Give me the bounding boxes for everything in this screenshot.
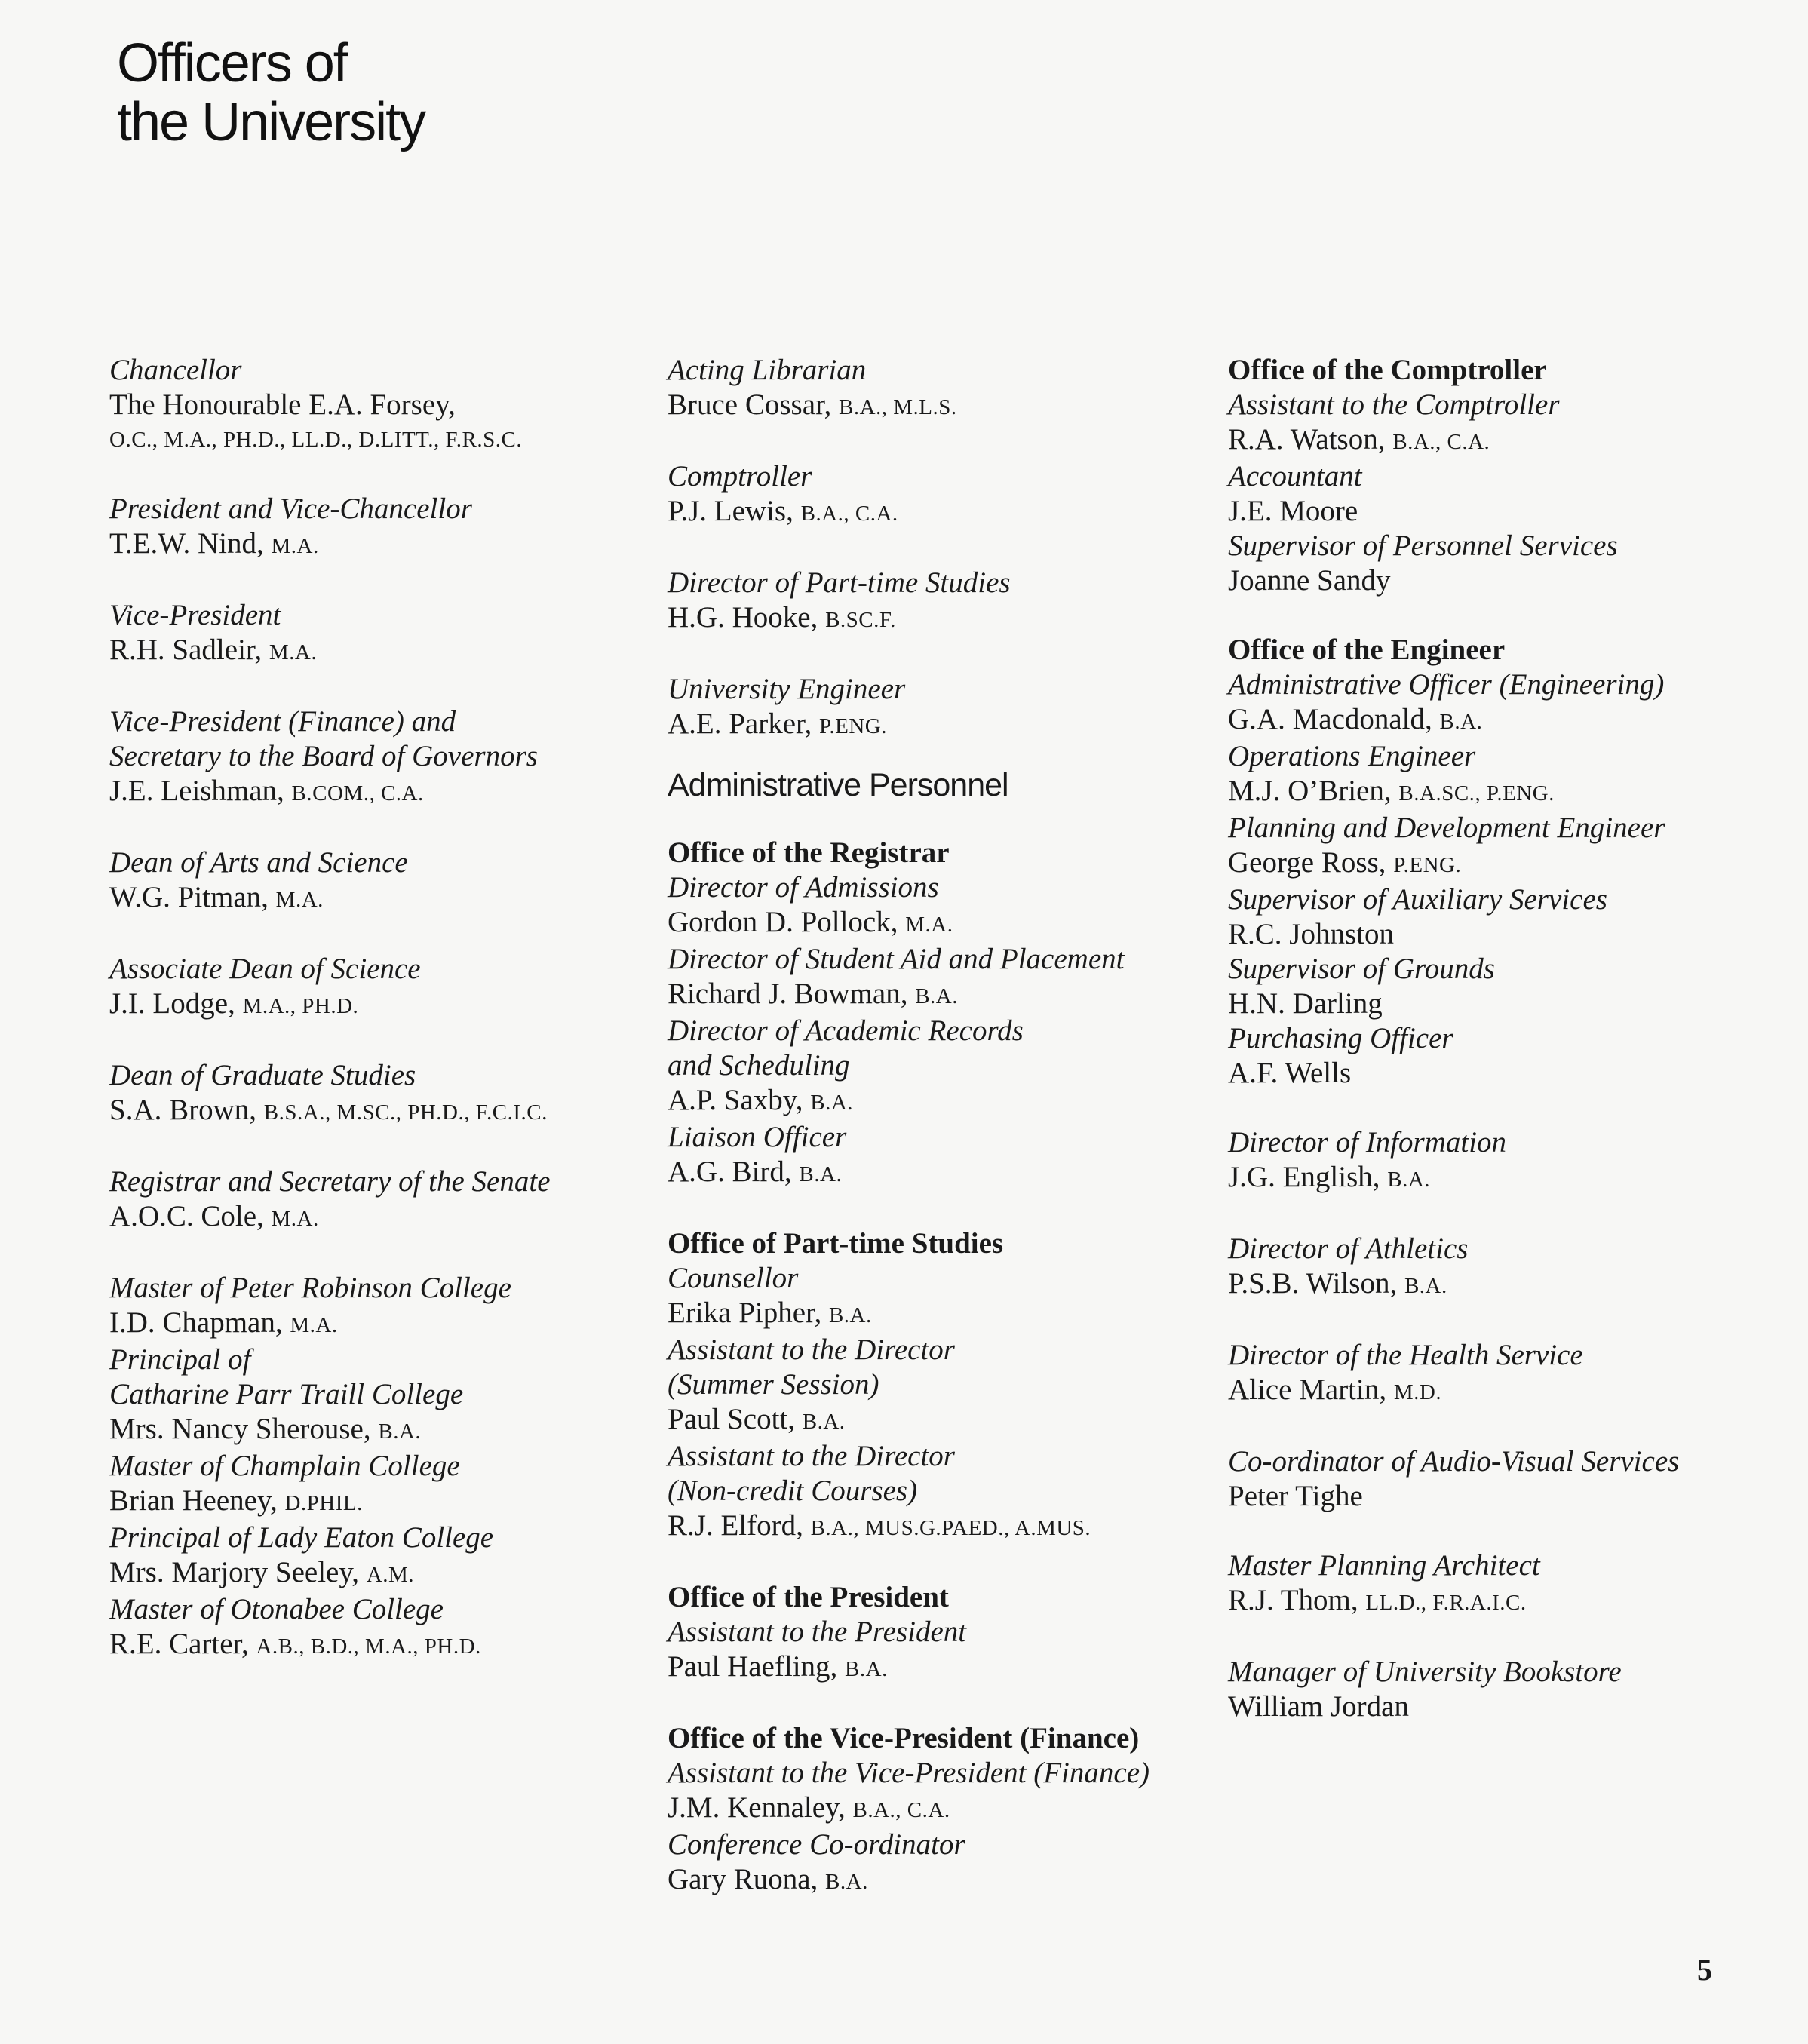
officer-name: P.S.B. Wilson,: [1228, 1267, 1398, 1300]
staff-credentials: B.A., MUS.G.PAED., A.MUS.: [810, 1516, 1091, 1540]
staff-credentials: B.A., C.A.: [852, 1798, 950, 1822]
officer-credentials: M.A., PH.D.: [242, 994, 359, 1018]
officer-name: J.G. English,: [1228, 1161, 1380, 1193]
college-head-title-continued: Catharine Parr Traill College: [109, 1378, 464, 1410]
staff-name: Joanne Sandy: [1228, 564, 1391, 597]
officer-entry: [1228, 1444, 1786, 1514]
college-head-name: Mrs. Marjory Seeley,: [109, 1556, 360, 1588]
staff-credentials: B.A.: [1439, 710, 1483, 734]
staff-credentials: B.A.: [845, 1657, 888, 1681]
officer-credentials: B.SC.F.: [825, 608, 896, 632]
officer-name: Bruce Cossar,: [668, 388, 832, 421]
officer-name: H.G. Hooke,: [668, 601, 818, 634]
section-heading-administrative-personnel: Administrative Personnel: [668, 767, 1008, 803]
staff-title: Conference Co-ordinator: [668, 1828, 965, 1861]
officer-entry: [668, 672, 1218, 744]
officer-title: Registrar and Secretary of the Senate: [109, 1165, 551, 1198]
staff-credentials: B.A.: [915, 984, 959, 1008]
officer-entry: [109, 353, 652, 457]
officer-title: Vice-President: [109, 599, 281, 631]
officer-title: Co-ordinator of Audio-Visual Services: [1228, 1445, 1680, 1478]
officer-title: Director of the Health Service: [1228, 1339, 1583, 1371]
officer-title: Acting Librarian: [668, 354, 867, 386]
staff-title: Purchasing Officer: [1228, 1022, 1453, 1054]
staff-title: Accountant: [1228, 460, 1362, 493]
officer-title-continued: Secretary to the Board of Governors: [109, 740, 538, 772]
staff-title-continued: and Scheduling: [668, 1049, 850, 1082]
officer-entry: [1228, 1655, 1786, 1724]
staff-title: Counsellor: [668, 1262, 799, 1294]
staff-credentials: B.A.: [802, 1410, 846, 1434]
officer-entry: [668, 353, 1218, 425]
staff-credentials: B.A.: [810, 1091, 854, 1115]
staff-title-continued: (Non-credit Courses): [668, 1475, 918, 1507]
officer-name: J.I. Lodge,: [109, 987, 235, 1020]
officer-credentials: B.A.: [1404, 1274, 1447, 1298]
staff-credentials: B.A.SC., P.ENG.: [1398, 781, 1555, 806]
officer-name: W.G. Pitman,: [109, 881, 269, 913]
staff-name: A.P. Saxby,: [668, 1084, 803, 1116]
officer-entry: [1228, 1338, 1786, 1410]
staff-title: Director of Academic Records: [668, 1014, 1024, 1047]
officer-name: A.O.C. Cole,: [109, 1200, 264, 1232]
office-heading: Office of the Registrar: [668, 836, 950, 869]
officer-credentials: B.S.A., M.SC., PH.D., F.C.I.C.: [263, 1100, 548, 1125]
officer-credentials: B.A.: [1387, 1168, 1431, 1192]
college-head-name: I.D. Chapman,: [109, 1306, 283, 1339]
staff-name: Gary Ruona,: [668, 1863, 818, 1895]
officer-credentials: O.C., M.A., PH.D., LL.D., D.LITT., F.R.S.C.: [109, 428, 523, 452]
officer-credentials: M.D.: [1393, 1380, 1442, 1404]
officer-entry: [1228, 1125, 1786, 1197]
officer-credentials: LL.D., F.R.A.I.C.: [1365, 1591, 1527, 1615]
officer-credentials: M.A.: [269, 640, 318, 664]
college-head-credentials: A.B., B.D., M.A., PH.D.: [256, 1634, 481, 1659]
officer-title: Associate Dean of Science: [109, 953, 421, 985]
officer-title: University Engineer: [668, 673, 906, 705]
staff-credentials: M.A.: [905, 913, 953, 937]
officer-name: P.J. Lewis,: [668, 495, 793, 527]
office-vice-president-finance: [668, 1721, 1218, 1899]
office-heading: Office of Part-time Studies: [668, 1227, 1004, 1260]
office-heading: Office of the President: [668, 1581, 949, 1613]
staff-title: Supervisor of Auxiliary Services: [1228, 883, 1607, 916]
college-head-credentials: D.PHIL.: [284, 1491, 363, 1515]
staff-credentials: B.A.: [825, 1870, 868, 1894]
staff-name: J.M. Kennaley,: [668, 1791, 846, 1824]
officer-name: A.E. Parker,: [668, 707, 812, 740]
staff-name: Paul Scott,: [668, 1403, 796, 1435]
officer-entry: [109, 704, 652, 811]
college-head-name: Mrs. Nancy Sherouse,: [109, 1413, 371, 1445]
officers-column-2: [668, 353, 1218, 1934]
officer-title: Director of Information: [1228, 1126, 1507, 1159]
staff-name: R.C. Johnston: [1228, 918, 1394, 950]
college-head-credentials: A.M.: [366, 1563, 415, 1587]
officer-name: T.E.W. Nind,: [109, 527, 264, 560]
staff-title: Assistant to the Director: [668, 1334, 955, 1366]
officer-credentials: M.A.: [275, 888, 324, 912]
staff-title: Assistant to the Comptroller: [1228, 388, 1560, 421]
office-president: [668, 1580, 1218, 1686]
officer-title: Master Planning Architect: [1228, 1549, 1540, 1582]
staff-title: Director of Student Aid and Placement: [668, 943, 1125, 975]
staff-title-continued: (Summer Session): [668, 1368, 879, 1401]
office-comptroller: [1228, 353, 1786, 598]
officer-name: R.J. Thom,: [1228, 1584, 1358, 1616]
officer-name: William Jordan: [1228, 1690, 1409, 1723]
page-title-line2: the University: [117, 92, 425, 152]
officer-entry: [109, 846, 652, 917]
officer-credentials: M.A.: [271, 1207, 319, 1231]
office-heading: Office of the Comptroller: [1228, 354, 1547, 386]
officer-credentials: P.ENG.: [818, 714, 887, 738]
officer-name: R.H. Sadleir,: [109, 634, 262, 666]
staff-title: Assistant to the Director: [668, 1440, 955, 1472]
officer-title: Manager of University Bookstore: [1228, 1656, 1622, 1688]
officer-name: J.E. Leishman,: [109, 775, 284, 807]
page-title: [117, 34, 425, 152]
officer-entry: [1228, 1548, 1786, 1620]
staff-title: Supervisor of Grounds: [1228, 953, 1495, 985]
officers-column-3: [1228, 353, 1786, 1759]
officer-name: Peter Tighe: [1228, 1480, 1363, 1512]
officer-name: The Honourable E.A. Forsey,: [109, 388, 456, 421]
officer-entry: [1228, 1232, 1786, 1303]
officer-entry: [668, 459, 1218, 531]
college-head-title: Master of Peter Robinson College: [109, 1272, 511, 1304]
officers-column-1: [109, 353, 652, 1699]
officer-title: Dean of Graduate Studies: [109, 1059, 416, 1091]
staff-title: Director of Admissions: [668, 871, 939, 904]
staff-credentials: B.A., C.A.: [1392, 430, 1490, 454]
staff-name: George Ross,: [1228, 846, 1386, 879]
officer-name: Alice Martin,: [1228, 1373, 1387, 1406]
officer-credentials: B.COM., C.A.: [291, 781, 424, 806]
staff-name: Paul Haefling,: [668, 1650, 838, 1683]
college-head-title: Principal of Lady Eaton College: [109, 1521, 494, 1554]
officer-name: S.A. Brown,: [109, 1094, 257, 1126]
office-part-time-studies: [668, 1226, 1218, 1545]
officer-credentials: B.A., C.A.: [800, 502, 898, 526]
staff-name: A.F. Wells: [1228, 1057, 1352, 1089]
staff-name: Richard J. Bowman,: [668, 977, 908, 1010]
college-head-credentials: B.A.: [378, 1419, 422, 1444]
officer-entry: [109, 952, 652, 1024]
staff-credentials: B.A.: [828, 1303, 872, 1327]
officer-title: Comptroller: [668, 460, 812, 493]
officer-entry: [109, 1165, 652, 1236]
officer-title: Dean of Arts and Science: [109, 846, 408, 879]
staff-name: R.J. Elford,: [668, 1509, 803, 1542]
staff-name: M.J. O’Brien,: [1228, 775, 1392, 807]
college-head-name: Brian Heeney,: [109, 1484, 278, 1517]
staff-name: H.N. Darling: [1228, 987, 1383, 1020]
page-number: 5: [1697, 1953, 1712, 1987]
officer-title: Chancellor: [109, 354, 242, 386]
office-heading: Office of the Vice-President (Finance): [668, 1722, 1140, 1754]
office-heading: Office of the Engineer: [1228, 634, 1506, 666]
staff-title: Assistant to the President: [668, 1616, 967, 1648]
staff-title: Assistant to the Vice-President (Finance): [668, 1757, 1150, 1789]
college-heads-group: [109, 1271, 652, 1664]
college-head-name: R.E. Carter,: [109, 1628, 249, 1660]
office-registrar: [668, 836, 1218, 1192]
office-engineer: [1228, 633, 1786, 1091]
staff-credentials: B.A.: [799, 1162, 843, 1186]
officer-title: Director of Part-time Studies: [668, 566, 1011, 599]
staff-name: A.G. Bird,: [668, 1156, 792, 1188]
officer-entry: [109, 598, 652, 670]
staff-title: Administrative Officer (Engineering): [1228, 668, 1665, 701]
staff-title: Planning and Development Engineer: [1228, 812, 1665, 844]
staff-name: G.A. Macdonald,: [1228, 703, 1432, 735]
staff-title: Supervisor of Personnel Services: [1228, 529, 1618, 562]
college-head-title: Principal of: [109, 1343, 251, 1376]
staff-title: Operations Engineer: [1228, 740, 1476, 772]
officer-title: Director of Athletics: [1228, 1232, 1469, 1265]
college-head-title: Master of Otonabee College: [109, 1593, 444, 1625]
staff-title: Liaison Officer: [668, 1121, 847, 1153]
staff-credentials: P.ENG.: [1393, 853, 1462, 877]
officer-credentials: B.A., M.L.S.: [838, 395, 957, 419]
college-head-credentials: M.A.: [290, 1313, 338, 1337]
officer-entry: [109, 1058, 652, 1130]
officer-title: Vice-President (Finance) and: [109, 705, 456, 738]
officer-title: President and Vice-Chancellor: [109, 493, 472, 525]
staff-name: Gordon D. Pollock,: [668, 906, 898, 938]
officer-entry: [109, 492, 652, 563]
staff-name: Erika Pipher,: [668, 1297, 822, 1329]
officer-entry: [668, 566, 1218, 637]
staff-name: J.E. Moore: [1228, 495, 1358, 527]
officer-credentials: M.A.: [271, 534, 319, 558]
page-title-line1: Officers of: [117, 33, 347, 94]
staff-name: R.A. Watson,: [1228, 423, 1386, 456]
college-head-title: Master of Champlain College: [109, 1450, 460, 1482]
